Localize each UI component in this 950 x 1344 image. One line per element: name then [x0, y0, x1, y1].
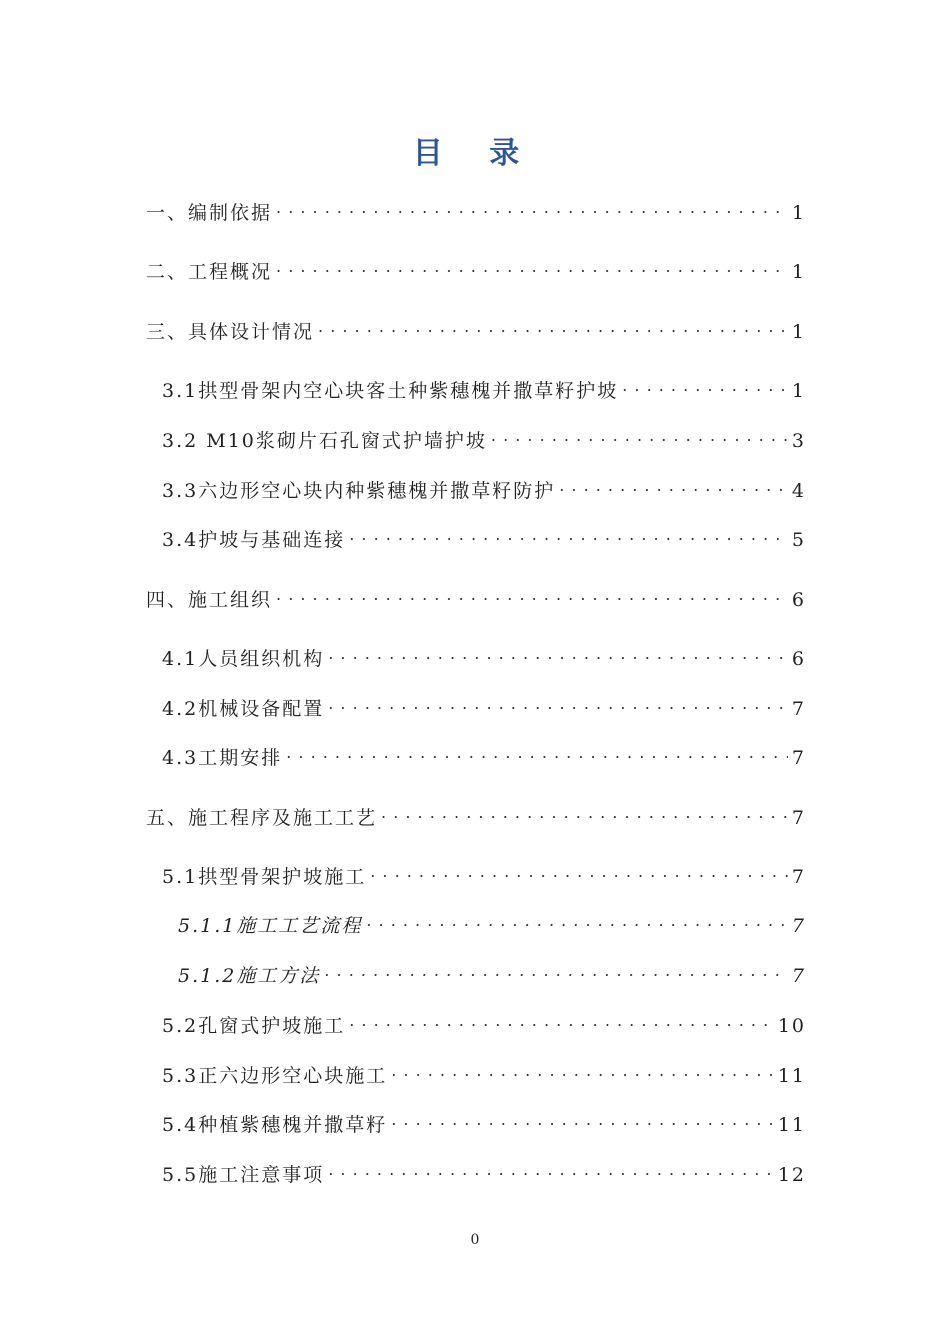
toc-entry[interactable] [146, 256, 806, 286]
toc-entry-label: 5.1拱型骨架护坡施工 [162, 866, 367, 888]
toc-entry-page: 7 [791, 807, 806, 829]
toc-entry[interactable] [162, 1159, 806, 1189]
toc-entry-page: 10 [777, 1015, 806, 1037]
toc-entry[interactable] [178, 910, 806, 940]
dot-leader [276, 256, 788, 278]
toc-entry[interactable] [162, 643, 806, 673]
toc-entry[interactable] [162, 425, 806, 455]
dot-leader [349, 1010, 774, 1032]
dot-leader [286, 742, 788, 764]
toc-entry[interactable] [162, 693, 806, 723]
toc-entry-page: 12 [777, 1164, 806, 1186]
toc-entry-label: 3.1拱型骨架内空心块客土种紫穗槐并撒草籽护坡 [162, 380, 619, 402]
dot-leader [324, 960, 788, 982]
toc-entry-page: 4 [791, 480, 806, 502]
dot-leader [328, 1159, 774, 1181]
toc-entry[interactable] [162, 1060, 806, 1090]
toc-entry-page: 1 [791, 380, 806, 402]
dot-leader [276, 197, 788, 219]
page-number: 0 [470, 1232, 480, 1248]
toc-entry-page: 1 [791, 261, 806, 283]
dot-leader [366, 910, 788, 932]
toc-entry-label: 5.2孔窗式护坡施工 [162, 1015, 346, 1037]
toc-entry-page: 7 [791, 965, 806, 987]
toc-entry[interactable] [162, 475, 806, 505]
toc-entry-page: 7 [791, 747, 806, 769]
dot-leader [349, 524, 788, 546]
toc-entry[interactable] [146, 584, 806, 614]
dot-leader [381, 802, 788, 824]
toc-entry-page: 7 [791, 698, 806, 720]
toc-entry[interactable] [162, 524, 806, 554]
toc-entry-label: 3.2 M10浆砌片石孔窗式护墙护坡 [162, 430, 487, 452]
toc-entry[interactable] [178, 960, 806, 990]
toc-entry-label: 5.5施工注意事项 [162, 1164, 325, 1186]
toc-entry-label: 3.3六边形空心块内种紫穗槐并撒草籽防护 [162, 480, 556, 502]
toc-entry-page: 7 [791, 915, 806, 937]
toc-entry-page: 6 [791, 648, 806, 670]
dot-leader [328, 643, 788, 665]
toc-entry[interactable] [162, 742, 806, 772]
toc-entry-label: 4.1人员组织机构 [162, 648, 325, 670]
toc-entry[interactable] [162, 1109, 806, 1139]
toc-entry-label: 5.1.1施工工艺流程 [178, 915, 363, 937]
toc-entry[interactable] [162, 861, 806, 891]
dot-leader [276, 584, 788, 606]
toc-entry-page: 6 [791, 589, 806, 611]
toc-entry[interactable] [162, 375, 806, 405]
toc-entry[interactable] [146, 197, 806, 227]
toc-entry-page: 1 [791, 321, 806, 343]
toc-entry-label: 一、编制依据 [146, 202, 273, 224]
toc-entry-label: 3.4护坡与基础连接 [162, 529, 346, 551]
dot-leader [328, 693, 788, 715]
toc-entry[interactable] [146, 802, 806, 832]
toc-entry-page: 5 [791, 529, 806, 551]
toc-entry-page: 1 [791, 202, 806, 224]
toc-entry-label: 二、工程概况 [146, 261, 273, 283]
toc-entry[interactable] [162, 1010, 806, 1040]
dot-leader [491, 425, 788, 447]
dot-leader [370, 861, 788, 883]
toc-entry-page: 3 [791, 430, 806, 452]
toc-entry-label: 五、施工程序及施工工艺 [146, 807, 378, 829]
toc-entry-label: 四、施工组织 [146, 589, 273, 611]
dot-leader [622, 375, 788, 397]
toc-entry-label: 5.4种植紫穗槐并撒草籽 [162, 1114, 388, 1136]
toc-entry-page: 11 [777, 1114, 806, 1136]
dot-leader [559, 475, 788, 497]
dot-leader [391, 1060, 774, 1082]
toc-entry-label: 4.2机械设备配置 [162, 698, 325, 720]
toc-entry-page: 11 [777, 1065, 806, 1087]
toc-title: 目 录 [412, 136, 538, 171]
toc-entry-label: 三、具体设计情况 [146, 321, 315, 343]
dot-leader [391, 1109, 774, 1131]
toc-entry-page: 7 [791, 866, 806, 888]
toc-entry-label: 5.1.2施工方法 [178, 965, 321, 987]
toc-entry[interactable] [146, 316, 806, 346]
dot-leader [318, 316, 788, 338]
toc-entry-label: 5.3正六边形空心块施工 [162, 1065, 388, 1087]
toc-entry-label: 4.3工期安排 [162, 747, 283, 769]
